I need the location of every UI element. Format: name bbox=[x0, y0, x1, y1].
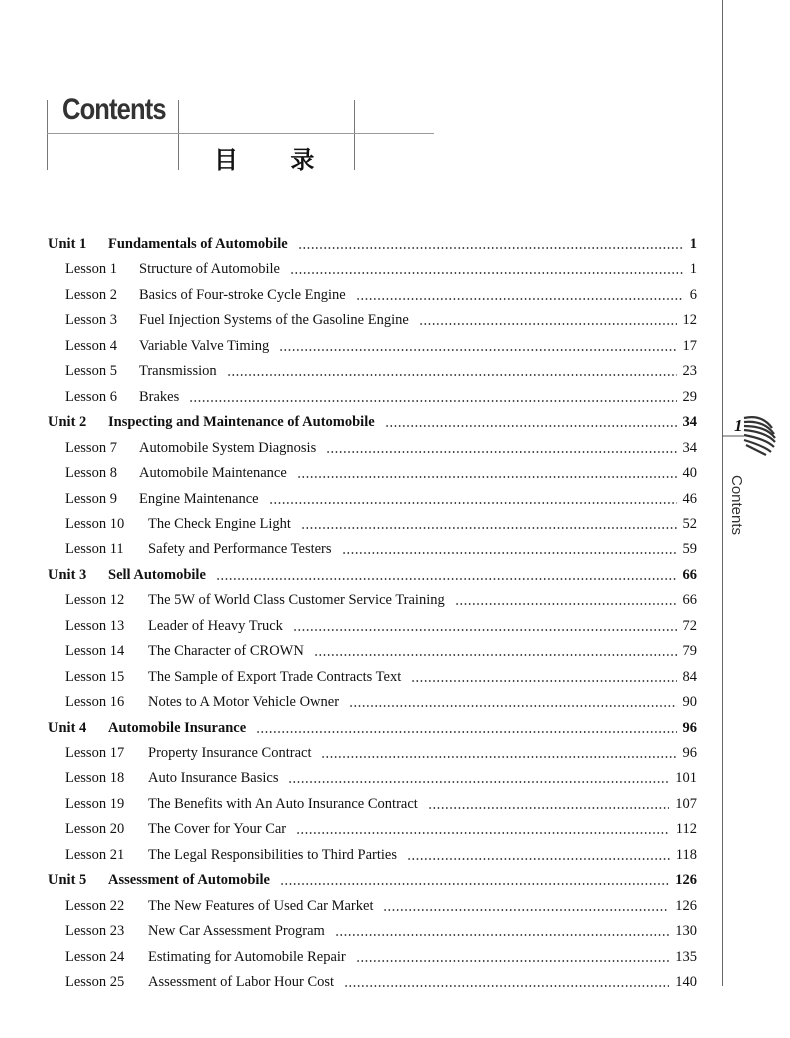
entry-page-number: 66 bbox=[682, 592, 697, 609]
entry-title: Leader of Heavy Truck bbox=[148, 617, 283, 634]
entry-title: Automobile System Diagnosis bbox=[139, 439, 317, 456]
toc-lesson-entry[interactable] bbox=[0, 636, 790, 660]
entry-title: Assessment of Labor Hour Cost bbox=[148, 974, 335, 991]
dot-leader bbox=[383, 909, 669, 911]
entry-title: Fundamentals of Automobile bbox=[108, 236, 288, 252]
entry-page-number: 1 bbox=[689, 236, 697, 252]
dot-leader bbox=[356, 960, 669, 962]
entry-label: Lesson 14 bbox=[65, 643, 125, 660]
dot-leader bbox=[321, 756, 677, 758]
entry-page-number: 72 bbox=[682, 617, 697, 634]
dot-leader bbox=[326, 451, 677, 453]
dot-leader bbox=[344, 985, 669, 987]
entry-label: Unit 1 bbox=[48, 236, 87, 252]
toc-lesson-entry[interactable] bbox=[0, 916, 790, 940]
entry-page-number: 46 bbox=[682, 490, 697, 507]
entry-title: New Car Assessment Program bbox=[148, 923, 325, 940]
entry-page-number: 34 bbox=[682, 414, 697, 431]
toc-lesson-entry[interactable] bbox=[0, 967, 790, 991]
entry-page-number: 12 bbox=[682, 312, 697, 329]
entry-title: The New Features of Used Car Market bbox=[148, 897, 374, 914]
dot-leader bbox=[256, 731, 677, 733]
page-number: 1 bbox=[734, 416, 743, 435]
dot-leader bbox=[280, 883, 669, 885]
entry-title: Notes to A Motor Vehicle Owner bbox=[148, 694, 340, 711]
entry-label: Lesson 17 bbox=[65, 745, 125, 761]
entry-title: Automobile Maintenance bbox=[139, 465, 287, 482]
toc-lesson-entry[interactable] bbox=[0, 611, 790, 635]
toc-lesson-entry[interactable] bbox=[0, 585, 790, 609]
toc-lesson-entry[interactable] bbox=[0, 331, 790, 355]
entry-title: Safety and Performance Testers bbox=[148, 541, 332, 558]
entry-label: Lesson 8 bbox=[65, 465, 117, 482]
header-divider-left bbox=[47, 100, 48, 170]
entry-page-number: 96 bbox=[682, 745, 697, 761]
toc-lesson-entry[interactable] bbox=[0, 382, 790, 406]
toc-lesson-entry[interactable] bbox=[0, 891, 790, 915]
toc-unit-entry[interactable] bbox=[0, 713, 790, 737]
dot-leader bbox=[189, 400, 677, 402]
page-title: Contents bbox=[62, 93, 166, 126]
entry-label: Lesson 9 bbox=[65, 490, 117, 507]
entry-title: Fuel Injection Systems of the Gasoline Engine bbox=[139, 312, 409, 329]
toc-lesson-entry[interactable] bbox=[0, 814, 790, 838]
entry-label: Lesson 5 bbox=[65, 363, 117, 380]
toc-lesson-entry[interactable] bbox=[0, 763, 790, 787]
entry-label: Lesson 25 bbox=[65, 974, 125, 991]
entry-title: Automobile Insurance bbox=[108, 719, 247, 736]
toc-unit-entry[interactable] bbox=[0, 560, 790, 584]
toc-lesson-entry[interactable] bbox=[0, 356, 790, 380]
entry-label: Lesson 23 bbox=[65, 923, 125, 940]
entry-label: Lesson 20 bbox=[65, 821, 125, 838]
entry-page-number: 52 bbox=[682, 515, 697, 532]
entry-label: Lesson 19 bbox=[65, 795, 125, 812]
entry-title: Brakes bbox=[139, 388, 180, 405]
entry-page-number: 29 bbox=[682, 388, 697, 405]
entry-label: Unit 2 bbox=[48, 414, 87, 431]
toc-lesson-entry[interactable] bbox=[0, 942, 790, 966]
entry-label: Lesson 18 bbox=[65, 770, 125, 787]
toc-lesson-entry[interactable] bbox=[0, 254, 790, 278]
header-divider-right bbox=[354, 100, 355, 170]
dot-leader bbox=[288, 781, 669, 783]
dot-leader bbox=[349, 705, 677, 707]
entry-label: Lesson 24 bbox=[65, 948, 125, 965]
dot-leader bbox=[419, 323, 677, 325]
dot-leader bbox=[227, 374, 677, 376]
entry-page-number: 66 bbox=[682, 566, 697, 583]
entry-label: Lesson 13 bbox=[65, 617, 125, 634]
entry-label: Lesson 11 bbox=[65, 541, 124, 558]
entry-page-number: 130 bbox=[675, 923, 697, 940]
dot-leader bbox=[269, 502, 677, 504]
entry-title: Property Insurance Contract bbox=[148, 745, 312, 761]
entry-page-number: 112 bbox=[675, 821, 697, 838]
toc-lesson-entry[interactable] bbox=[0, 305, 790, 329]
entry-label: Lesson 1 bbox=[65, 261, 117, 278]
toc-lesson-entry[interactable] bbox=[0, 534, 790, 558]
header-divider-mid bbox=[178, 100, 179, 170]
entry-title: The Benefits with An Auto Insurance Contract bbox=[148, 795, 418, 812]
entry-title: The Cover for Your Car bbox=[148, 821, 287, 838]
dot-leader bbox=[356, 298, 684, 300]
dot-leader bbox=[290, 272, 684, 274]
entry-label: Lesson 22 bbox=[65, 897, 125, 914]
dot-leader bbox=[411, 680, 677, 682]
entry-page-number: 23 bbox=[682, 363, 697, 380]
entry-label: Lesson 4 bbox=[65, 337, 117, 354]
entry-title: The 5W of World Class Customer Service Training bbox=[148, 592, 445, 609]
dot-leader bbox=[279, 349, 677, 351]
dot-leader bbox=[455, 603, 677, 605]
entry-label: Unit 3 bbox=[48, 566, 87, 583]
entry-title: Variable Valve Timing bbox=[139, 337, 270, 354]
toc-unit-entry[interactable] bbox=[0, 865, 790, 889]
entry-label: Lesson 2 bbox=[65, 286, 117, 303]
header-rule bbox=[47, 133, 434, 134]
entry-page-number: 40 bbox=[682, 465, 697, 482]
entry-page-number: 140 bbox=[675, 974, 697, 991]
entry-label: Lesson 15 bbox=[65, 668, 125, 685]
entry-title: The Check Engine Light bbox=[148, 515, 291, 532]
entry-title: The Legal Responsibilities to Third Parties bbox=[148, 846, 398, 863]
toc-lesson-entry[interactable] bbox=[0, 280, 790, 304]
entry-label: Lesson 3 bbox=[65, 312, 117, 329]
entry-page-number: 126 bbox=[675, 897, 697, 914]
entry-title: Basics of Four-stroke Cycle Engine bbox=[139, 286, 346, 303]
entry-page-number: 101 bbox=[675, 770, 697, 787]
dot-leader bbox=[385, 425, 677, 427]
entry-page-number: 79 bbox=[682, 643, 697, 660]
entry-title: Sell Automobile bbox=[108, 566, 206, 583]
toc-lesson-entry[interactable] bbox=[0, 484, 790, 508]
dot-leader bbox=[293, 629, 677, 631]
toc-lesson-entry[interactable] bbox=[0, 662, 790, 686]
entry-title: Engine Maintenance bbox=[139, 490, 259, 507]
toc-unit-entry[interactable] bbox=[0, 407, 790, 431]
entry-page-number: 90 bbox=[682, 694, 697, 711]
entry-title: Structure of Automobile bbox=[139, 261, 280, 278]
toc-lesson-entry[interactable] bbox=[0, 687, 790, 711]
entry-page-number: 135 bbox=[675, 948, 697, 965]
entry-page-number: 6 bbox=[689, 286, 697, 303]
toc-unit-entry[interactable] bbox=[0, 229, 790, 253]
entry-page-number: 17 bbox=[682, 337, 697, 354]
entry-title: Auto Insurance Basics bbox=[148, 770, 279, 787]
entry-page-number: 59 bbox=[682, 541, 697, 558]
dot-leader bbox=[335, 934, 669, 936]
entry-page-number: 34 bbox=[682, 439, 697, 456]
entry-label: Lesson 12 bbox=[65, 592, 125, 609]
entry-title: Estimating for Automobile Repair bbox=[148, 948, 346, 965]
side-tab-label: Contents bbox=[728, 475, 745, 536]
entry-label: Unit 5 bbox=[48, 872, 87, 889]
entry-label: Lesson 10 bbox=[65, 515, 125, 532]
toc-lesson-entry[interactable] bbox=[0, 458, 790, 482]
entry-label: Lesson 7 bbox=[65, 439, 117, 456]
toc-lesson-entry[interactable] bbox=[0, 738, 790, 762]
dot-leader bbox=[298, 247, 684, 249]
dot-leader bbox=[301, 527, 677, 529]
toc-lesson-entry[interactable] bbox=[0, 433, 790, 457]
entry-title: Transmission bbox=[139, 363, 217, 380]
dot-leader bbox=[216, 578, 677, 580]
entry-label: Lesson 6 bbox=[65, 388, 117, 405]
entry-title: Inspecting and Maintenance of Automobile bbox=[108, 414, 375, 431]
entry-label: Lesson 16 bbox=[65, 694, 125, 711]
entry-page-number: 118 bbox=[675, 846, 697, 863]
toc-lesson-entry[interactable] bbox=[0, 840, 790, 864]
dot-leader bbox=[296, 832, 670, 834]
toc-lesson-entry[interactable] bbox=[0, 509, 790, 533]
entry-title: The Sample of Export Trade Contracts Text bbox=[148, 668, 402, 685]
entry-page-number: 126 bbox=[675, 872, 697, 889]
entry-page-number: 1 bbox=[689, 261, 697, 278]
entry-title: Assessment of Automobile bbox=[108, 872, 270, 889]
dot-leader bbox=[342, 552, 677, 554]
dot-leader bbox=[407, 858, 670, 860]
entry-page-number: 96 bbox=[682, 719, 697, 736]
dot-leader bbox=[428, 807, 669, 809]
dot-leader bbox=[297, 476, 677, 478]
entry-label: Unit 4 bbox=[48, 719, 87, 736]
toc-lesson-entry[interactable] bbox=[0, 789, 790, 813]
entry-label: Lesson 21 bbox=[65, 846, 125, 863]
page-title-chinese: 目 录 bbox=[214, 146, 337, 174]
entry-page-number: 107 bbox=[675, 795, 697, 812]
entry-page-number: 84 bbox=[682, 668, 697, 685]
entry-title: The Character of CROWN bbox=[148, 643, 304, 660]
dot-leader bbox=[314, 654, 677, 656]
